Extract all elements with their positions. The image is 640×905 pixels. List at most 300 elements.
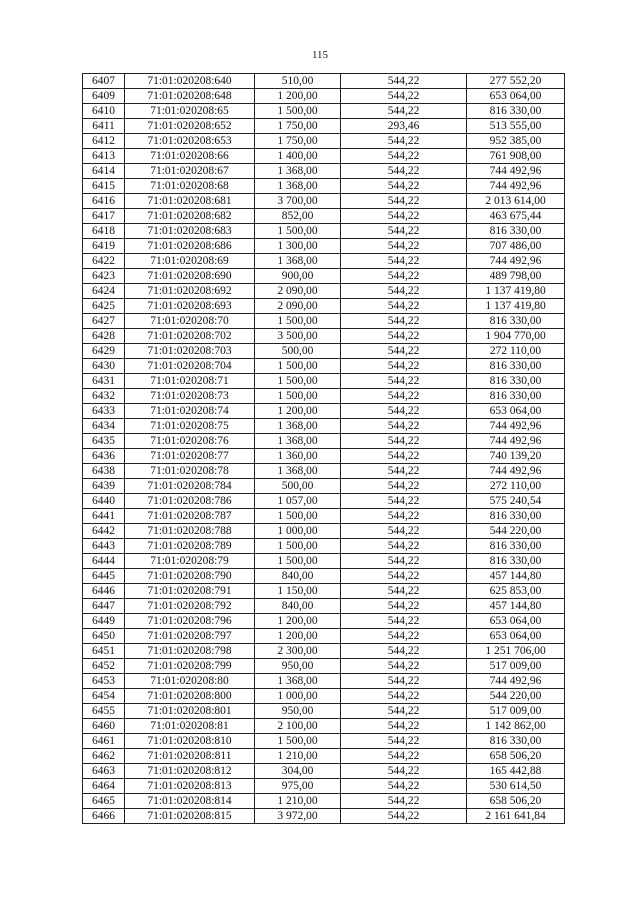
- row-number-cell: 6411: [83, 119, 125, 134]
- row-number-cell: 6444: [83, 554, 125, 569]
- rate-cell: 544,22: [341, 434, 467, 449]
- cadastral-number-cell: 71:01:020208:648: [125, 89, 255, 104]
- row-number-cell: 6430: [83, 359, 125, 374]
- row-number-cell: 6419: [83, 239, 125, 254]
- cadastral-number-cell: 71:01:020208:789: [125, 539, 255, 554]
- area-cell: 1 500,00: [255, 359, 341, 374]
- rate-cell: 544,22: [341, 689, 467, 704]
- row-number-cell: 6462: [83, 749, 125, 764]
- area-cell: 1 500,00: [255, 224, 341, 239]
- table-row: [83, 704, 565, 719]
- rate-cell: 544,22: [341, 659, 467, 674]
- table-row: [83, 494, 565, 509]
- value-cell: 744 492,96: [467, 164, 565, 179]
- rate-cell: 544,22: [341, 269, 467, 284]
- area-cell: 950,00: [255, 659, 341, 674]
- rate-cell: 544,22: [341, 479, 467, 494]
- area-cell: 1 500,00: [255, 314, 341, 329]
- value-cell: 816 330,00: [467, 104, 565, 119]
- row-number-cell: 6453: [83, 674, 125, 689]
- table-row: [83, 404, 565, 419]
- table-row: [83, 479, 565, 494]
- value-cell: 625 853,00: [467, 584, 565, 599]
- cadastral-number-cell: 71:01:020208:653: [125, 134, 255, 149]
- table-row: [83, 389, 565, 404]
- rate-cell: 544,22: [341, 149, 467, 164]
- row-number-cell: 6436: [83, 449, 125, 464]
- cadastral-number-cell: 71:01:020208:800: [125, 689, 255, 704]
- area-cell: 900,00: [255, 269, 341, 284]
- cadastral-number-cell: 71:01:020208:682: [125, 209, 255, 224]
- table-row: [83, 179, 565, 194]
- area-cell: 1 500,00: [255, 539, 341, 554]
- row-number-cell: 6450: [83, 629, 125, 644]
- rate-cell: 544,22: [341, 224, 467, 239]
- table-row: [83, 314, 565, 329]
- table-row: [83, 539, 565, 554]
- cadastral-number-cell: 71:01:020208:799: [125, 659, 255, 674]
- table-row: [83, 164, 565, 179]
- cadastral-number-cell: 71:01:020208:801: [125, 704, 255, 719]
- rate-cell: 293,46: [341, 119, 467, 134]
- area-cell: 1 368,00: [255, 164, 341, 179]
- table-row: [83, 209, 565, 224]
- table-row: [83, 329, 565, 344]
- value-cell: 816 330,00: [467, 374, 565, 389]
- row-number-cell: 6416: [83, 194, 125, 209]
- value-cell: 816 330,00: [467, 554, 565, 569]
- row-number-cell: 6407: [83, 74, 125, 89]
- area-cell: 1 200,00: [255, 614, 341, 629]
- area-cell: 1 000,00: [255, 689, 341, 704]
- rate-cell: 544,22: [341, 164, 467, 179]
- rate-cell: 544,22: [341, 704, 467, 719]
- table-row: [83, 89, 565, 104]
- cadastral-number-cell: 71:01:020208:786: [125, 494, 255, 509]
- table-row: [83, 569, 565, 584]
- table-body: [83, 74, 565, 824]
- area-cell: 1 368,00: [255, 434, 341, 449]
- area-cell: 1 750,00: [255, 119, 341, 134]
- area-cell: 1 368,00: [255, 674, 341, 689]
- area-cell: 1 210,00: [255, 794, 341, 809]
- row-number-cell: 6439: [83, 479, 125, 494]
- value-cell: 530 614,50: [467, 779, 565, 794]
- table-row: [83, 764, 565, 779]
- area-cell: 1 500,00: [255, 734, 341, 749]
- table-row: [83, 269, 565, 284]
- table-row: [83, 134, 565, 149]
- rate-cell: 544,22: [341, 794, 467, 809]
- value-cell: 744 492,96: [467, 419, 565, 434]
- rate-cell: 544,22: [341, 629, 467, 644]
- row-number-cell: 6414: [83, 164, 125, 179]
- table-row: [83, 284, 565, 299]
- cadastral-number-cell: 71:01:020208:66: [125, 149, 255, 164]
- value-cell: 816 330,00: [467, 389, 565, 404]
- row-number-cell: 6460: [83, 719, 125, 734]
- value-cell: 816 330,00: [467, 314, 565, 329]
- row-number-cell: 6465: [83, 794, 125, 809]
- rate-cell: 544,22: [341, 314, 467, 329]
- area-cell: 975,00: [255, 779, 341, 794]
- area-cell: 1 200,00: [255, 89, 341, 104]
- rate-cell: 544,22: [341, 449, 467, 464]
- rate-cell: 544,22: [341, 419, 467, 434]
- cadastral-number-cell: 71:01:020208:640: [125, 74, 255, 89]
- table-row: [83, 194, 565, 209]
- area-cell: 2 300,00: [255, 644, 341, 659]
- area-cell: 3 500,00: [255, 329, 341, 344]
- cadastral-number-cell: 71:01:020208:78: [125, 464, 255, 479]
- area-cell: 1 368,00: [255, 464, 341, 479]
- value-cell: 1 142 862,00: [467, 719, 565, 734]
- value-cell: 2 013 614,00: [467, 194, 565, 209]
- row-number-cell: 6442: [83, 524, 125, 539]
- cadastral-number-cell: 71:01:020208:652: [125, 119, 255, 134]
- rate-cell: 544,22: [341, 374, 467, 389]
- rate-cell: 544,22: [341, 404, 467, 419]
- value-cell: 653 064,00: [467, 614, 565, 629]
- value-cell: 816 330,00: [467, 539, 565, 554]
- table-row: [83, 659, 565, 674]
- area-cell: 1 368,00: [255, 179, 341, 194]
- value-cell: 744 492,96: [467, 434, 565, 449]
- table-row: [83, 449, 565, 464]
- table-row: [83, 434, 565, 449]
- table-row: [83, 149, 565, 164]
- rate-cell: 544,22: [341, 674, 467, 689]
- row-number-cell: 6429: [83, 344, 125, 359]
- value-cell: 816 330,00: [467, 359, 565, 374]
- cadastral-number-cell: 71:01:020208:692: [125, 284, 255, 299]
- cadastral-number-cell: 71:01:020208:792: [125, 599, 255, 614]
- value-cell: 653 064,00: [467, 629, 565, 644]
- row-number-cell: 6428: [83, 329, 125, 344]
- cadastral-number-cell: 71:01:020208:67: [125, 164, 255, 179]
- table-row: [83, 464, 565, 479]
- cadastral-number-cell: 71:01:020208:686: [125, 239, 255, 254]
- value-cell: 463 675,44: [467, 209, 565, 224]
- value-cell: 1 137 419,80: [467, 284, 565, 299]
- cadastral-number-cell: 71:01:020208:788: [125, 524, 255, 539]
- row-number-cell: 6461: [83, 734, 125, 749]
- rate-cell: 544,22: [341, 299, 467, 314]
- value-cell: 744 492,96: [467, 254, 565, 269]
- table-row: [83, 599, 565, 614]
- table-row: [83, 419, 565, 434]
- rate-cell: 544,22: [341, 209, 467, 224]
- cadastral-number-cell: 71:01:020208:812: [125, 764, 255, 779]
- cadastral-number-cell: 71:01:020208:787: [125, 509, 255, 524]
- rate-cell: 544,22: [341, 464, 467, 479]
- cadastral-number-cell: 71:01:020208:797: [125, 629, 255, 644]
- value-cell: 744 492,96: [467, 179, 565, 194]
- cadastral-number-cell: 71:01:020208:702: [125, 329, 255, 344]
- value-cell: 575 240,54: [467, 494, 565, 509]
- cadastral-number-cell: 71:01:020208:69: [125, 254, 255, 269]
- value-cell: 653 064,00: [467, 404, 565, 419]
- table-row: [83, 239, 565, 254]
- land-plot-table: [82, 73, 565, 824]
- cadastral-number-cell: 71:01:020208:71: [125, 374, 255, 389]
- rate-cell: 544,22: [341, 509, 467, 524]
- cadastral-number-cell: 71:01:020208:704: [125, 359, 255, 374]
- row-number-cell: 6435: [83, 434, 125, 449]
- rate-cell: 544,22: [341, 734, 467, 749]
- cadastral-number-cell: 71:01:020208:77: [125, 449, 255, 464]
- cadastral-number-cell: 71:01:020208:74: [125, 404, 255, 419]
- rate-cell: 544,22: [341, 539, 467, 554]
- table-row: [83, 794, 565, 809]
- row-number-cell: 6443: [83, 539, 125, 554]
- area-cell: 1 200,00: [255, 629, 341, 644]
- rate-cell: 544,22: [341, 329, 467, 344]
- cadastral-number-cell: 71:01:020208:68: [125, 179, 255, 194]
- cadastral-number-cell: 71:01:020208:813: [125, 779, 255, 794]
- cadastral-number-cell: 71:01:020208:791: [125, 584, 255, 599]
- rate-cell: 544,22: [341, 239, 467, 254]
- value-cell: 489 798,00: [467, 269, 565, 284]
- value-cell: 544 220,00: [467, 689, 565, 704]
- table-row: [83, 524, 565, 539]
- row-number-cell: 6432: [83, 389, 125, 404]
- value-cell: 740 139,20: [467, 449, 565, 464]
- cadastral-number-cell: 71:01:020208:814: [125, 794, 255, 809]
- rate-cell: 544,22: [341, 74, 467, 89]
- value-cell: 816 330,00: [467, 509, 565, 524]
- rate-cell: 544,22: [341, 599, 467, 614]
- table-row: [83, 374, 565, 389]
- value-cell: 816 330,00: [467, 734, 565, 749]
- rate-cell: 544,22: [341, 104, 467, 119]
- area-cell: 3 700,00: [255, 194, 341, 209]
- cadastral-number-cell: 71:01:020208:75: [125, 419, 255, 434]
- value-cell: 517 009,00: [467, 704, 565, 719]
- area-cell: 1 500,00: [255, 389, 341, 404]
- cadastral-number-cell: 71:01:020208:683: [125, 224, 255, 239]
- rate-cell: 544,22: [341, 524, 467, 539]
- value-cell: 1 137 419,80: [467, 299, 565, 314]
- table-row: [83, 74, 565, 89]
- cadastral-number-cell: 71:01:020208:790: [125, 569, 255, 584]
- row-number-cell: 6441: [83, 509, 125, 524]
- area-cell: 1 500,00: [255, 554, 341, 569]
- table-row: [83, 689, 565, 704]
- table-row: [83, 359, 565, 374]
- row-number-cell: 6449: [83, 614, 125, 629]
- area-cell: 840,00: [255, 569, 341, 584]
- rate-cell: 544,22: [341, 749, 467, 764]
- area-cell: 2 090,00: [255, 299, 341, 314]
- row-number-cell: 6418: [83, 224, 125, 239]
- value-cell: 457 144,80: [467, 569, 565, 584]
- row-number-cell: 6433: [83, 404, 125, 419]
- table-row: [83, 119, 565, 134]
- area-cell: 1 000,00: [255, 524, 341, 539]
- table-row: [83, 104, 565, 119]
- area-cell: 1 500,00: [255, 104, 341, 119]
- area-cell: 840,00: [255, 599, 341, 614]
- row-number-cell: 6464: [83, 779, 125, 794]
- value-cell: 658 506,20: [467, 794, 565, 809]
- table-row: [83, 734, 565, 749]
- cadastral-number-cell: 71:01:020208:81: [125, 719, 255, 734]
- row-number-cell: 6447: [83, 599, 125, 614]
- value-cell: 272 110,00: [467, 479, 565, 494]
- value-cell: 513 555,00: [467, 119, 565, 134]
- area-cell: 2 090,00: [255, 284, 341, 299]
- page-number: 115: [311, 49, 329, 61]
- value-cell: 517 009,00: [467, 659, 565, 674]
- value-cell: 1 251 706,00: [467, 644, 565, 659]
- row-number-cell: 6466: [83, 809, 125, 824]
- table-row: [83, 584, 565, 599]
- table-row: [83, 254, 565, 269]
- area-cell: 304,00: [255, 764, 341, 779]
- cadastral-number-cell: 71:01:020208:65: [125, 104, 255, 119]
- area-cell: 1 200,00: [255, 404, 341, 419]
- cadastral-number-cell: 71:01:020208:810: [125, 734, 255, 749]
- row-number-cell: 6455: [83, 704, 125, 719]
- row-number-cell: 6425: [83, 299, 125, 314]
- rate-cell: 544,22: [341, 254, 467, 269]
- rate-cell: 544,22: [341, 569, 467, 584]
- area-cell: 3 972,00: [255, 809, 341, 824]
- row-number-cell: 6440: [83, 494, 125, 509]
- value-cell: 457 144,80: [467, 599, 565, 614]
- cadastral-number-cell: 71:01:020208:703: [125, 344, 255, 359]
- row-number-cell: 6412: [83, 134, 125, 149]
- value-cell: 544 220,00: [467, 524, 565, 539]
- table-row: [83, 644, 565, 659]
- value-cell: 744 492,96: [467, 674, 565, 689]
- area-cell: 852,00: [255, 209, 341, 224]
- row-number-cell: 6463: [83, 764, 125, 779]
- cadastral-number-cell: 71:01:020208:690: [125, 269, 255, 284]
- area-cell: 1 210,00: [255, 749, 341, 764]
- row-number-cell: 6413: [83, 149, 125, 164]
- row-number-cell: 6424: [83, 284, 125, 299]
- rate-cell: 544,22: [341, 344, 467, 359]
- area-cell: 1 368,00: [255, 419, 341, 434]
- row-number-cell: 6446: [83, 584, 125, 599]
- area-cell: 1 360,00: [255, 449, 341, 464]
- rate-cell: 544,22: [341, 359, 467, 374]
- cadastral-number-cell: 71:01:020208:796: [125, 614, 255, 629]
- value-cell: 658 506,20: [467, 749, 565, 764]
- rate-cell: 544,22: [341, 389, 467, 404]
- area-cell: 1 150,00: [255, 584, 341, 599]
- cadastral-number-cell: 71:01:020208:80: [125, 674, 255, 689]
- area-cell: 1 400,00: [255, 149, 341, 164]
- value-cell: 816 330,00: [467, 224, 565, 239]
- row-number-cell: 6445: [83, 569, 125, 584]
- rate-cell: 544,22: [341, 194, 467, 209]
- cadastral-number-cell: 71:01:020208:815: [125, 809, 255, 824]
- value-cell: 165 442,88: [467, 764, 565, 779]
- value-cell: 277 552,20: [467, 74, 565, 89]
- row-number-cell: 6423: [83, 269, 125, 284]
- area-cell: 950,00: [255, 704, 341, 719]
- area-cell: 1 300,00: [255, 239, 341, 254]
- row-number-cell: 6415: [83, 179, 125, 194]
- row-number-cell: 6417: [83, 209, 125, 224]
- rate-cell: 544,22: [341, 554, 467, 569]
- cadastral-number-cell: 71:01:020208:79: [125, 554, 255, 569]
- rate-cell: 544,22: [341, 89, 467, 104]
- cadastral-number-cell: 71:01:020208:798: [125, 644, 255, 659]
- rate-cell: 544,22: [341, 584, 467, 599]
- value-cell: 1 904 770,00: [467, 329, 565, 344]
- table-row: [83, 344, 565, 359]
- area-cell: 500,00: [255, 479, 341, 494]
- rate-cell: 544,22: [341, 284, 467, 299]
- rate-cell: 544,22: [341, 494, 467, 509]
- area-cell: 1 500,00: [255, 509, 341, 524]
- area-cell: 1 368,00: [255, 254, 341, 269]
- rate-cell: 544,22: [341, 614, 467, 629]
- table-row: [83, 554, 565, 569]
- row-number-cell: 6422: [83, 254, 125, 269]
- table-row: [83, 674, 565, 689]
- value-cell: 761 908,00: [467, 149, 565, 164]
- area-cell: 1 750,00: [255, 134, 341, 149]
- row-number-cell: 6438: [83, 464, 125, 479]
- row-number-cell: 6427: [83, 314, 125, 329]
- table-row: [83, 779, 565, 794]
- rate-cell: 544,22: [341, 764, 467, 779]
- table-row: [83, 509, 565, 524]
- table-row: [83, 629, 565, 644]
- rate-cell: 544,22: [341, 809, 467, 824]
- row-number-cell: 6410: [83, 104, 125, 119]
- table-row: [83, 719, 565, 734]
- cadastral-number-cell: 71:01:020208:76: [125, 434, 255, 449]
- area-cell: 1 057,00: [255, 494, 341, 509]
- table-row: [83, 299, 565, 314]
- cadastral-number-cell: 71:01:020208:73: [125, 389, 255, 404]
- cadastral-number-cell: 71:01:020208:784: [125, 479, 255, 494]
- cadastral-number-cell: 71:01:020208:70: [125, 314, 255, 329]
- rate-cell: 544,22: [341, 134, 467, 149]
- area-cell: 2 100,00: [255, 719, 341, 734]
- rate-cell: 544,22: [341, 179, 467, 194]
- table-row: [83, 224, 565, 239]
- value-cell: 2 161 641,84: [467, 809, 565, 824]
- cadastral-number-cell: 71:01:020208:681: [125, 194, 255, 209]
- row-number-cell: 6452: [83, 659, 125, 674]
- table-row: [83, 809, 565, 824]
- value-cell: 952 385,00: [467, 134, 565, 149]
- area-cell: 1 500,00: [255, 374, 341, 389]
- row-number-cell: 6454: [83, 689, 125, 704]
- value-cell: 653 064,00: [467, 89, 565, 104]
- value-cell: 272 110,00: [467, 344, 565, 359]
- row-number-cell: 6431: [83, 374, 125, 389]
- rate-cell: 544,22: [341, 644, 467, 659]
- row-number-cell: 6434: [83, 419, 125, 434]
- value-cell: 744 492,96: [467, 464, 565, 479]
- row-number-cell: 6409: [83, 89, 125, 104]
- row-number-cell: 6451: [83, 644, 125, 659]
- value-cell: 707 486,00: [467, 239, 565, 254]
- rate-cell: 544,22: [341, 779, 467, 794]
- table-row: [83, 614, 565, 629]
- area-cell: 500,00: [255, 344, 341, 359]
- rate-cell: 544,22: [341, 719, 467, 734]
- cadastral-number-cell: 71:01:020208:693: [125, 299, 255, 314]
